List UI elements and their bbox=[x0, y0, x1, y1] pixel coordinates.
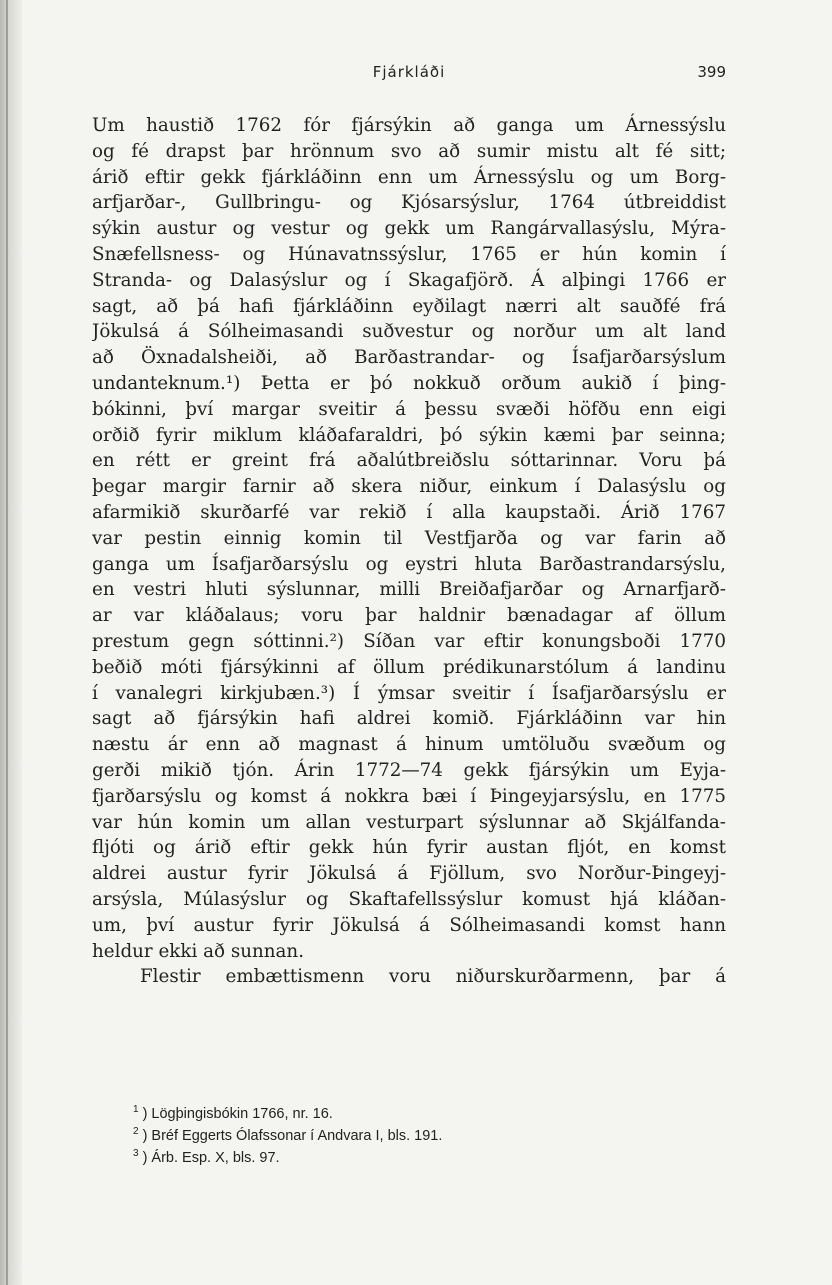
footnote-mark: 2 bbox=[133, 1126, 139, 1137]
footnote: $^2$ ) Bréf Eggerts Ólafssonar í Andvara I, bls. 191. bbox=[133, 1126, 443, 1144]
binding-shadow-line bbox=[6, 0, 8, 1285]
text-line: bókinni, því margar sveitir á þessu svæði höfðu enn eigi bbox=[92, 398, 726, 420]
text-line: afarmikið skurðarfé var rekið í alla kaupstaði. Árið 1767 bbox=[92, 501, 726, 523]
text-line: sýkin austur og vestur og gekk um Rangárvallasýslu, Mýra- bbox=[92, 218, 726, 240]
footnote-text: Lögþingisbókin 1766, nr. 16. bbox=[151, 1105, 333, 1122]
text-line: og fé drapst þar hrönnum svo að sumir mistu alt fé sitt; bbox=[92, 140, 726, 162]
page-number: 399 bbox=[697, 63, 726, 81]
text-line: aldrei austur fyrir Jökulsá á Fjöllum, svo Norður-Þingeyj- bbox=[92, 863, 726, 885]
footnote-mark: 3 bbox=[133, 1148, 139, 1159]
text-line: Um haustið 1762 fór fjársýkin að ganga um Árnessýslu bbox=[92, 115, 726, 136]
page-binding-edge bbox=[0, 0, 22, 1285]
text-line: ganga um Ísafjarðarsýslu og eystri hluta Barðastrandarsýslu, bbox=[92, 553, 726, 575]
footnote: $^1$ ) Lögþingisbókin 1766, nr. 16. bbox=[133, 1104, 333, 1122]
text-line: en vestri hluti sýslunnar, milli Breiðafjarðar og Arnarfjarð- bbox=[92, 579, 726, 601]
text-line: arfjarðar-, Gullbringu- og Kjósarsýslur, 1764 útbreiddist bbox=[92, 192, 726, 214]
text-line: sagt að fjársýkin hafi aldrei komið. Fjárkláðinn var hin bbox=[92, 708, 726, 730]
footnote-mark: 1 bbox=[133, 1104, 139, 1115]
text-line: fljóti og árið eftir gekk hún fyrir austan fljót, en komst bbox=[92, 837, 726, 859]
text-line: Stranda- og Dalasýslur og í Skagafjörð. Á alþingi 1766 er bbox=[92, 269, 726, 291]
running-header bbox=[92, 63, 726, 87]
text-line: næstu ár enn að magnast á hinum umtöluðu svæðum og bbox=[92, 734, 726, 756]
paragraph-end-line: heldur ekki að sunnan. bbox=[92, 940, 305, 962]
footnotes bbox=[133, 1099, 693, 1165]
text-line: Jökulsá á Sólheimasandi suðvestur og norður um alt land bbox=[92, 321, 726, 343]
text-line: ar var kláðalaus; voru þar haldnir bænadagar af öllum bbox=[92, 605, 726, 627]
text-line: um, því austur fyrir Jökulsá á Sólheimasandi komst hann bbox=[92, 914, 726, 936]
text-line: undanteknum.¹) Þetta er þó nokkuð orðum aukið í þing- bbox=[92, 372, 726, 394]
text-line: beðið móti fjársýkinni af öllum prédikunarstólum á landinu bbox=[92, 656, 726, 678]
text-line: að Öxnadalsheiði, að Barðastrandar- og Ísafjarðarsýslum bbox=[92, 347, 726, 369]
text-line: orðið fyrir miklum kláðafaraldri, þó sýkin kæmi þar seinna; bbox=[92, 424, 726, 446]
text-line: árið eftir gekk fjárkláðinn enn um Árnessýslu og um Borg- bbox=[92, 166, 726, 188]
paragraph-start-line: Flestir embættismenn voru niðurskurðarmenn, þar á bbox=[140, 966, 726, 988]
text-line: þegar margir farnir að skera niður, einkum í Dalasýslu og bbox=[92, 476, 726, 498]
text-line: gerði mikið tjón. Árin 1772—74 gekk fjársýkin um Eyja- bbox=[92, 759, 726, 781]
text-line: prestum gegn sóttinni.²) Síðan var eftir konungsboði 1770 bbox=[92, 630, 726, 652]
footnote-text: Árb. Esp. X, bls. 97. bbox=[151, 1149, 280, 1166]
body-text bbox=[92, 113, 726, 990]
text-line: var pestin einnig komin til Vestfjarða og var farin að bbox=[92, 527, 726, 549]
footnote: $^3$ ) Árb. Esp. X, bls. 97. bbox=[133, 1148, 280, 1166]
text-line: arsýsla, Múlasýslur og Skaftafellssýslur komust hjá kláðan- bbox=[92, 888, 726, 910]
footnote-text: Bréf Eggerts Ólafssonar í Andvara I, bls. 191. bbox=[151, 1127, 443, 1144]
text-line: í vanalegri kirkjubæn.³) Í ýmsar sveitir í Ísafjarðarsýslu er bbox=[92, 682, 726, 704]
text-line: Snæfellsness- og Húnavatnssýslur, 1765 er hún komin í bbox=[92, 243, 726, 265]
text-line: fjarðarsýslu og komst á nokkra bæi í Þingeyjarsýslu, en 1775 bbox=[92, 785, 726, 807]
text-line: en rétt er greint frá aðalútbreiðslu sóttarinnar. Voru þá bbox=[92, 450, 726, 472]
text-line: var hún komin um allan vesturpart sýslunnar að Skjálfanda- bbox=[92, 811, 726, 833]
header-title: Fjárkláði bbox=[372, 63, 446, 81]
text-line: sagt, að þá hafi fjárkláðinn eyðilagt nærri alt sauðfé frá bbox=[92, 295, 726, 317]
